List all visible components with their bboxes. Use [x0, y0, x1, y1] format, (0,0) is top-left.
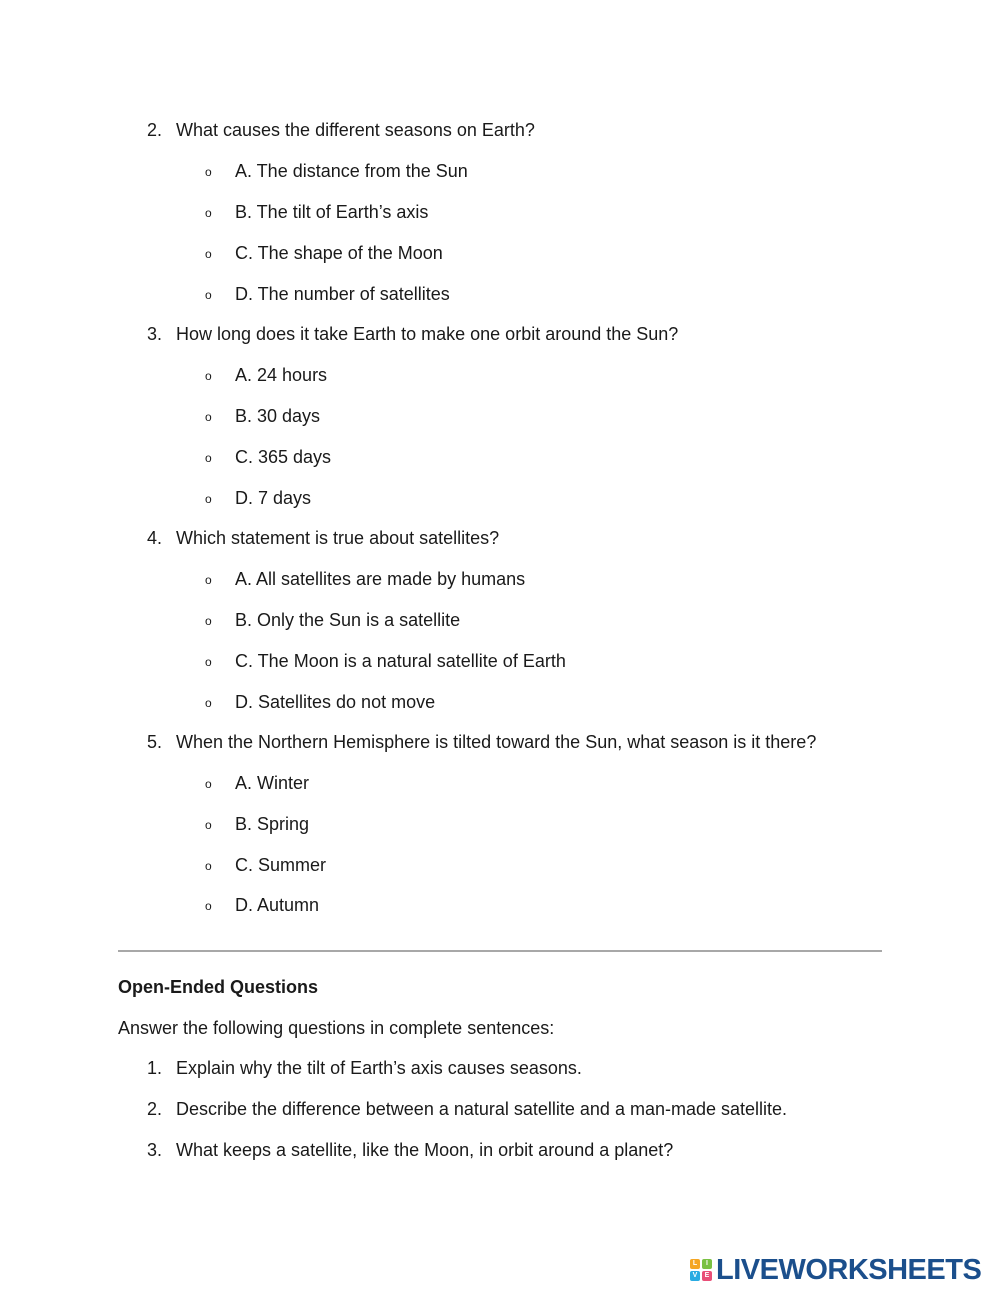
option-text: A. All satellites are made by humans: [235, 569, 526, 589]
question-text: Describe the difference between a natural satellite and a man-made satellite.: [176, 1099, 788, 1119]
option-text: D. Satellites do not move: [235, 692, 436, 712]
question-text: What causes the different seasons on Earth?: [176, 120, 535, 140]
liveworksheets-logo[interactable]: [690, 1255, 981, 1285]
logo-text: LIVEWORKSHEETS: [716, 1254, 982, 1286]
option[interactable]: [205, 364, 327, 387]
logo-mark-letter: L: [690, 1259, 700, 1269]
logo-mark-letter: V: [690, 1271, 700, 1281]
option-text: B. The tilt of Earth’s axis: [235, 202, 429, 222]
section-title: Open-Ended Questions: [118, 977, 319, 997]
option[interactable]: [205, 283, 450, 306]
option-text: B. Only the Sun is a satellite: [235, 610, 461, 630]
question-number: 4.: [147, 528, 163, 548]
question-number: 5.: [147, 732, 163, 752]
option-text: C. The shape of the Moon: [235, 243, 443, 263]
option-text: A. Winter: [235, 773, 310, 793]
option[interactable]: [205, 813, 309, 836]
mcq-question-3: [147, 323, 678, 345]
option[interactable]: [205, 854, 326, 877]
option[interactable]: [205, 405, 320, 428]
bullet-icon: o: [205, 410, 212, 424]
question-number: 3.: [147, 1140, 163, 1160]
option[interactable]: [205, 691, 435, 714]
section-divider: [118, 950, 882, 952]
option-text: A. 24 hours: [235, 365, 328, 385]
option[interactable]: [205, 201, 428, 224]
bullet-icon: o: [205, 247, 212, 261]
option[interactable]: [205, 160, 468, 183]
bullet-icon: o: [205, 288, 212, 302]
option-text: C. The Moon is a natural satellite of Earth: [235, 651, 566, 671]
bullet-icon: o: [205, 859, 212, 873]
option[interactable]: [205, 609, 460, 632]
bullet-icon: o: [205, 655, 212, 669]
bullet-icon: o: [205, 614, 212, 628]
option[interactable]: [205, 242, 443, 265]
option-text: C. Summer: [235, 855, 327, 875]
option[interactable]: [205, 650, 566, 673]
question-text: What keeps a satellite, like the Moon, in orbit around a planet?: [176, 1140, 674, 1160]
option-text: C. 365 days: [235, 447, 332, 467]
question-number: 2.: [147, 120, 163, 140]
bullet-icon: o: [205, 818, 212, 832]
question-number: 3.: [147, 324, 163, 344]
bullet-icon: o: [205, 165, 212, 179]
logo-mark-icon: [690, 1259, 712, 1281]
instructions-text: Answer the following questions in complete sentences:: [118, 1018, 555, 1038]
option-text: B. 30 days: [235, 406, 321, 426]
question-text: Which statement is true about satellites?: [176, 528, 500, 548]
option-text: D. The number of satellites: [235, 284, 450, 304]
question-text: Explain why the tilt of Earth’s axis causes seasons.: [176, 1058, 582, 1078]
open-question-3: [147, 1139, 673, 1161]
mcq-question-2: [147, 119, 535, 141]
question-text: How long does it take Earth to make one orbit around the Sun?: [176, 324, 679, 344]
option[interactable]: [205, 568, 525, 591]
bullet-icon: o: [205, 206, 212, 220]
logo-mark-letter: E: [702, 1271, 712, 1281]
open-question-1: [147, 1057, 582, 1079]
bullet-icon: o: [205, 451, 212, 465]
option[interactable]: [205, 894, 319, 917]
bullet-icon: o: [205, 573, 212, 587]
bullet-icon: o: [205, 696, 212, 710]
mcq-question-5: [147, 731, 816, 753]
option-text: D. 7 days: [235, 488, 312, 508]
question-text: When the Northern Hemisphere is tilted toward the Sun, what season is it there?: [176, 732, 817, 752]
question-number: 2.: [147, 1099, 163, 1119]
option[interactable]: [205, 446, 331, 469]
open-question-2: [147, 1098, 787, 1120]
bullet-icon: o: [205, 777, 212, 791]
option[interactable]: [205, 772, 309, 795]
option[interactable]: [205, 487, 311, 510]
bullet-icon: o: [205, 369, 212, 383]
option-text: A. The distance from the Sun: [235, 161, 468, 181]
mcq-question-4: [147, 527, 499, 549]
logo-mark-letter: I: [702, 1259, 712, 1269]
option-text: B. Spring: [235, 814, 310, 834]
bullet-icon: o: [205, 492, 212, 506]
question-number: 1.: [147, 1058, 163, 1078]
bullet-icon: o: [205, 899, 212, 913]
option-text: D. Autumn: [235, 895, 320, 915]
